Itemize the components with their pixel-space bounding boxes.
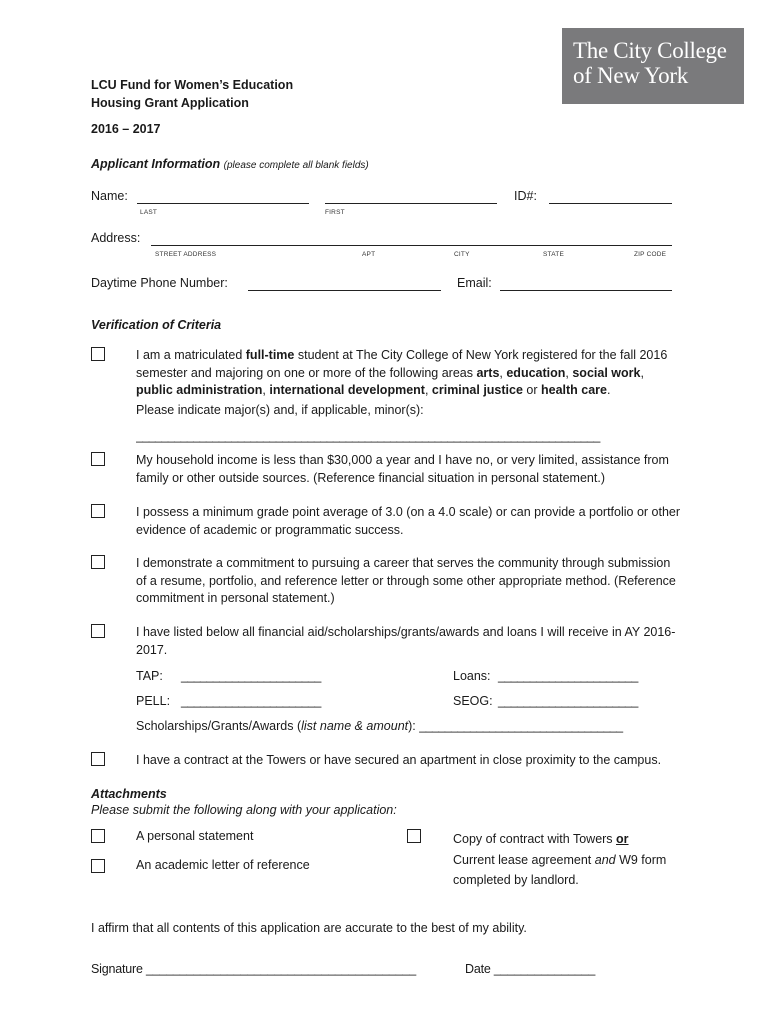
form-year: 2016 – 2017 — [91, 122, 161, 136]
contract-or: or — [616, 832, 629, 846]
state-caption: STATE — [543, 251, 564, 258]
lease-and: and — [594, 852, 616, 867]
criterion-5-text: I have listed below all financial aid/scholarships/grants/awards and loans I will receive in AY 2016-2017. — [136, 625, 676, 657]
majors-field[interactable]: _________________________________________________________________________ — [136, 429, 600, 443]
first-caption: FIRST — [325, 209, 345, 216]
last-name-field[interactable] — [137, 203, 309, 204]
scholarships-row — [136, 719, 623, 733]
criterion-4-text: I demonstrate a commitment to pursuing a career that serves the community through submission of a resume, portfolio, and reference letter or through some other appropriate method. (Reference commitment in personal statement.) — [136, 556, 676, 605]
c1-text-a: I am a matriculated — [136, 348, 246, 362]
signature-field[interactable]: Signature ________________________________________ — [91, 962, 417, 976]
c1-majors-prompt: Please indicate major(s) and, if applicable, minor(s): — [136, 402, 424, 417]
tap-field[interactable]: ______________________ — [181, 669, 321, 683]
criterion-1-checkbox[interactable] — [91, 347, 105, 361]
seog-field[interactable]: ______________________ — [498, 694, 638, 708]
seog-label: SEOG: — [453, 694, 493, 708]
id-field[interactable] — [549, 203, 672, 204]
loans-label: Loans: — [453, 669, 491, 683]
applicant-heading — [91, 157, 369, 171]
c1-public-admin: public administration — [136, 383, 263, 397]
personal-statement-checkbox[interactable] — [91, 829, 105, 843]
criterion-5-checkbox[interactable] — [91, 624, 105, 638]
apt-caption: APT — [362, 251, 376, 258]
personal-statement-label: A personal statement — [136, 829, 254, 843]
street-caption: STREET ADDRESS — [155, 251, 217, 258]
c1-arts: arts — [476, 365, 500, 380]
c1-education: education — [506, 365, 566, 380]
scholarships-label-b: ): — [408, 719, 420, 733]
reference-letter-checkbox[interactable] — [91, 859, 105, 873]
city-caption: CITY — [454, 251, 470, 258]
c1-text-c: semester and majoring on one or more of the following areas — [136, 365, 477, 380]
tap-label: TAP: — [136, 669, 163, 683]
lease-text-a: Current lease agreement — [453, 852, 595, 867]
attachments-heading: Attachments — [91, 787, 167, 801]
scholarships-label-italic: list name & amount — [301, 719, 409, 733]
c1-text-b: student at The City College of New York registered for the fall 2016 — [294, 348, 668, 362]
housing-contract-checkbox[interactable] — [407, 829, 421, 843]
c1-intl-dev: international development — [269, 383, 425, 397]
lease-text-c: completed by landlord. — [453, 873, 579, 887]
loans-field[interactable]: ______________________ — [498, 669, 638, 683]
scholarships-label-a: Scholarships/Grants/Awards ( — [136, 719, 302, 733]
affirmation-text: I affirm that all contents of this application are accurate to the best of my ability. — [91, 921, 527, 935]
address-field[interactable] — [151, 245, 672, 246]
form-subtitle: Housing Grant Application — [91, 96, 249, 110]
last-caption: LAST — [140, 209, 158, 216]
id-label: ID#: — [514, 189, 537, 203]
criteria-heading: Verification of Criteria — [91, 318, 222, 332]
name-label: Name: — [91, 189, 128, 203]
lease-text-b: W9 form — [615, 852, 667, 867]
criterion-3-text: I possess a minimum grade point average of 3.0 (on a 4.0 scale) or can provide a portfolio or other evidence of academic or programmatic success. — [136, 505, 681, 537]
scholarships-field[interactable]: ________________________________ — [419, 719, 623, 733]
c1-health-care: health care — [540, 383, 607, 397]
pell-field[interactable]: ______________________ — [181, 694, 321, 708]
c1-fulltime: full-time — [245, 348, 295, 362]
c1-or: or — [522, 383, 541, 397]
phone-field[interactable] — [248, 290, 441, 291]
criterion-1-text: I am a matriculated full-time student at The City College of New York registered for the fall 2016 semester and majoring on one or more of the following areas arts, education, social work, public administration, international development, criminal justice or health care. Please indicate major(s) and, if applicable, minor(s): _________________________________________________________________________ — [136, 347, 681, 446]
reference-letter-label: An academic letter of reference — [136, 858, 310, 872]
email-field[interactable] — [500, 290, 672, 291]
email-label: Email: — [457, 276, 492, 290]
logo-line2: of New York — [573, 63, 688, 88]
criterion-3-checkbox[interactable] — [91, 504, 105, 518]
criterion-2-text: My household income is less than $30,000 a year and I have no, or very limited, assistance from family or other outside sources. (Reference financial situation in personal statement.) — [136, 453, 669, 485]
attachments-subheading: Please submit the following along with your application: — [91, 803, 397, 817]
contract-text: Copy of contract with Towers — [453, 832, 617, 846]
criterion-4-checkbox[interactable] — [91, 555, 105, 569]
date-field[interactable]: Date _______________ — [465, 962, 596, 976]
applicant-note: (please complete all blank fields) — [223, 160, 369, 171]
c1-social-work: social work — [572, 365, 641, 380]
logo-line1: The City College — [573, 38, 727, 63]
phone-label: Daytime Phone Number: — [91, 276, 228, 290]
zip-caption: ZIP CODE — [634, 251, 667, 258]
c1-criminal-justice: criminal justice — [431, 383, 523, 397]
address-label: Address: — [91, 231, 141, 245]
first-name-field[interactable] — [325, 203, 497, 204]
housing-contract-text — [453, 829, 666, 891]
college-logo — [562, 28, 744, 104]
criterion-6-text: I have a contract at the Towers or have secured an apartment in close proximity to the campus. — [136, 753, 662, 767]
pell-label: PELL: — [136, 694, 171, 708]
criterion-6-checkbox[interactable] — [91, 752, 105, 766]
form-title: LCU Fund for Women’s Education — [91, 78, 294, 92]
applicant-heading-text: Applicant Information — [91, 157, 221, 171]
criterion-2-checkbox[interactable] — [91, 452, 105, 466]
